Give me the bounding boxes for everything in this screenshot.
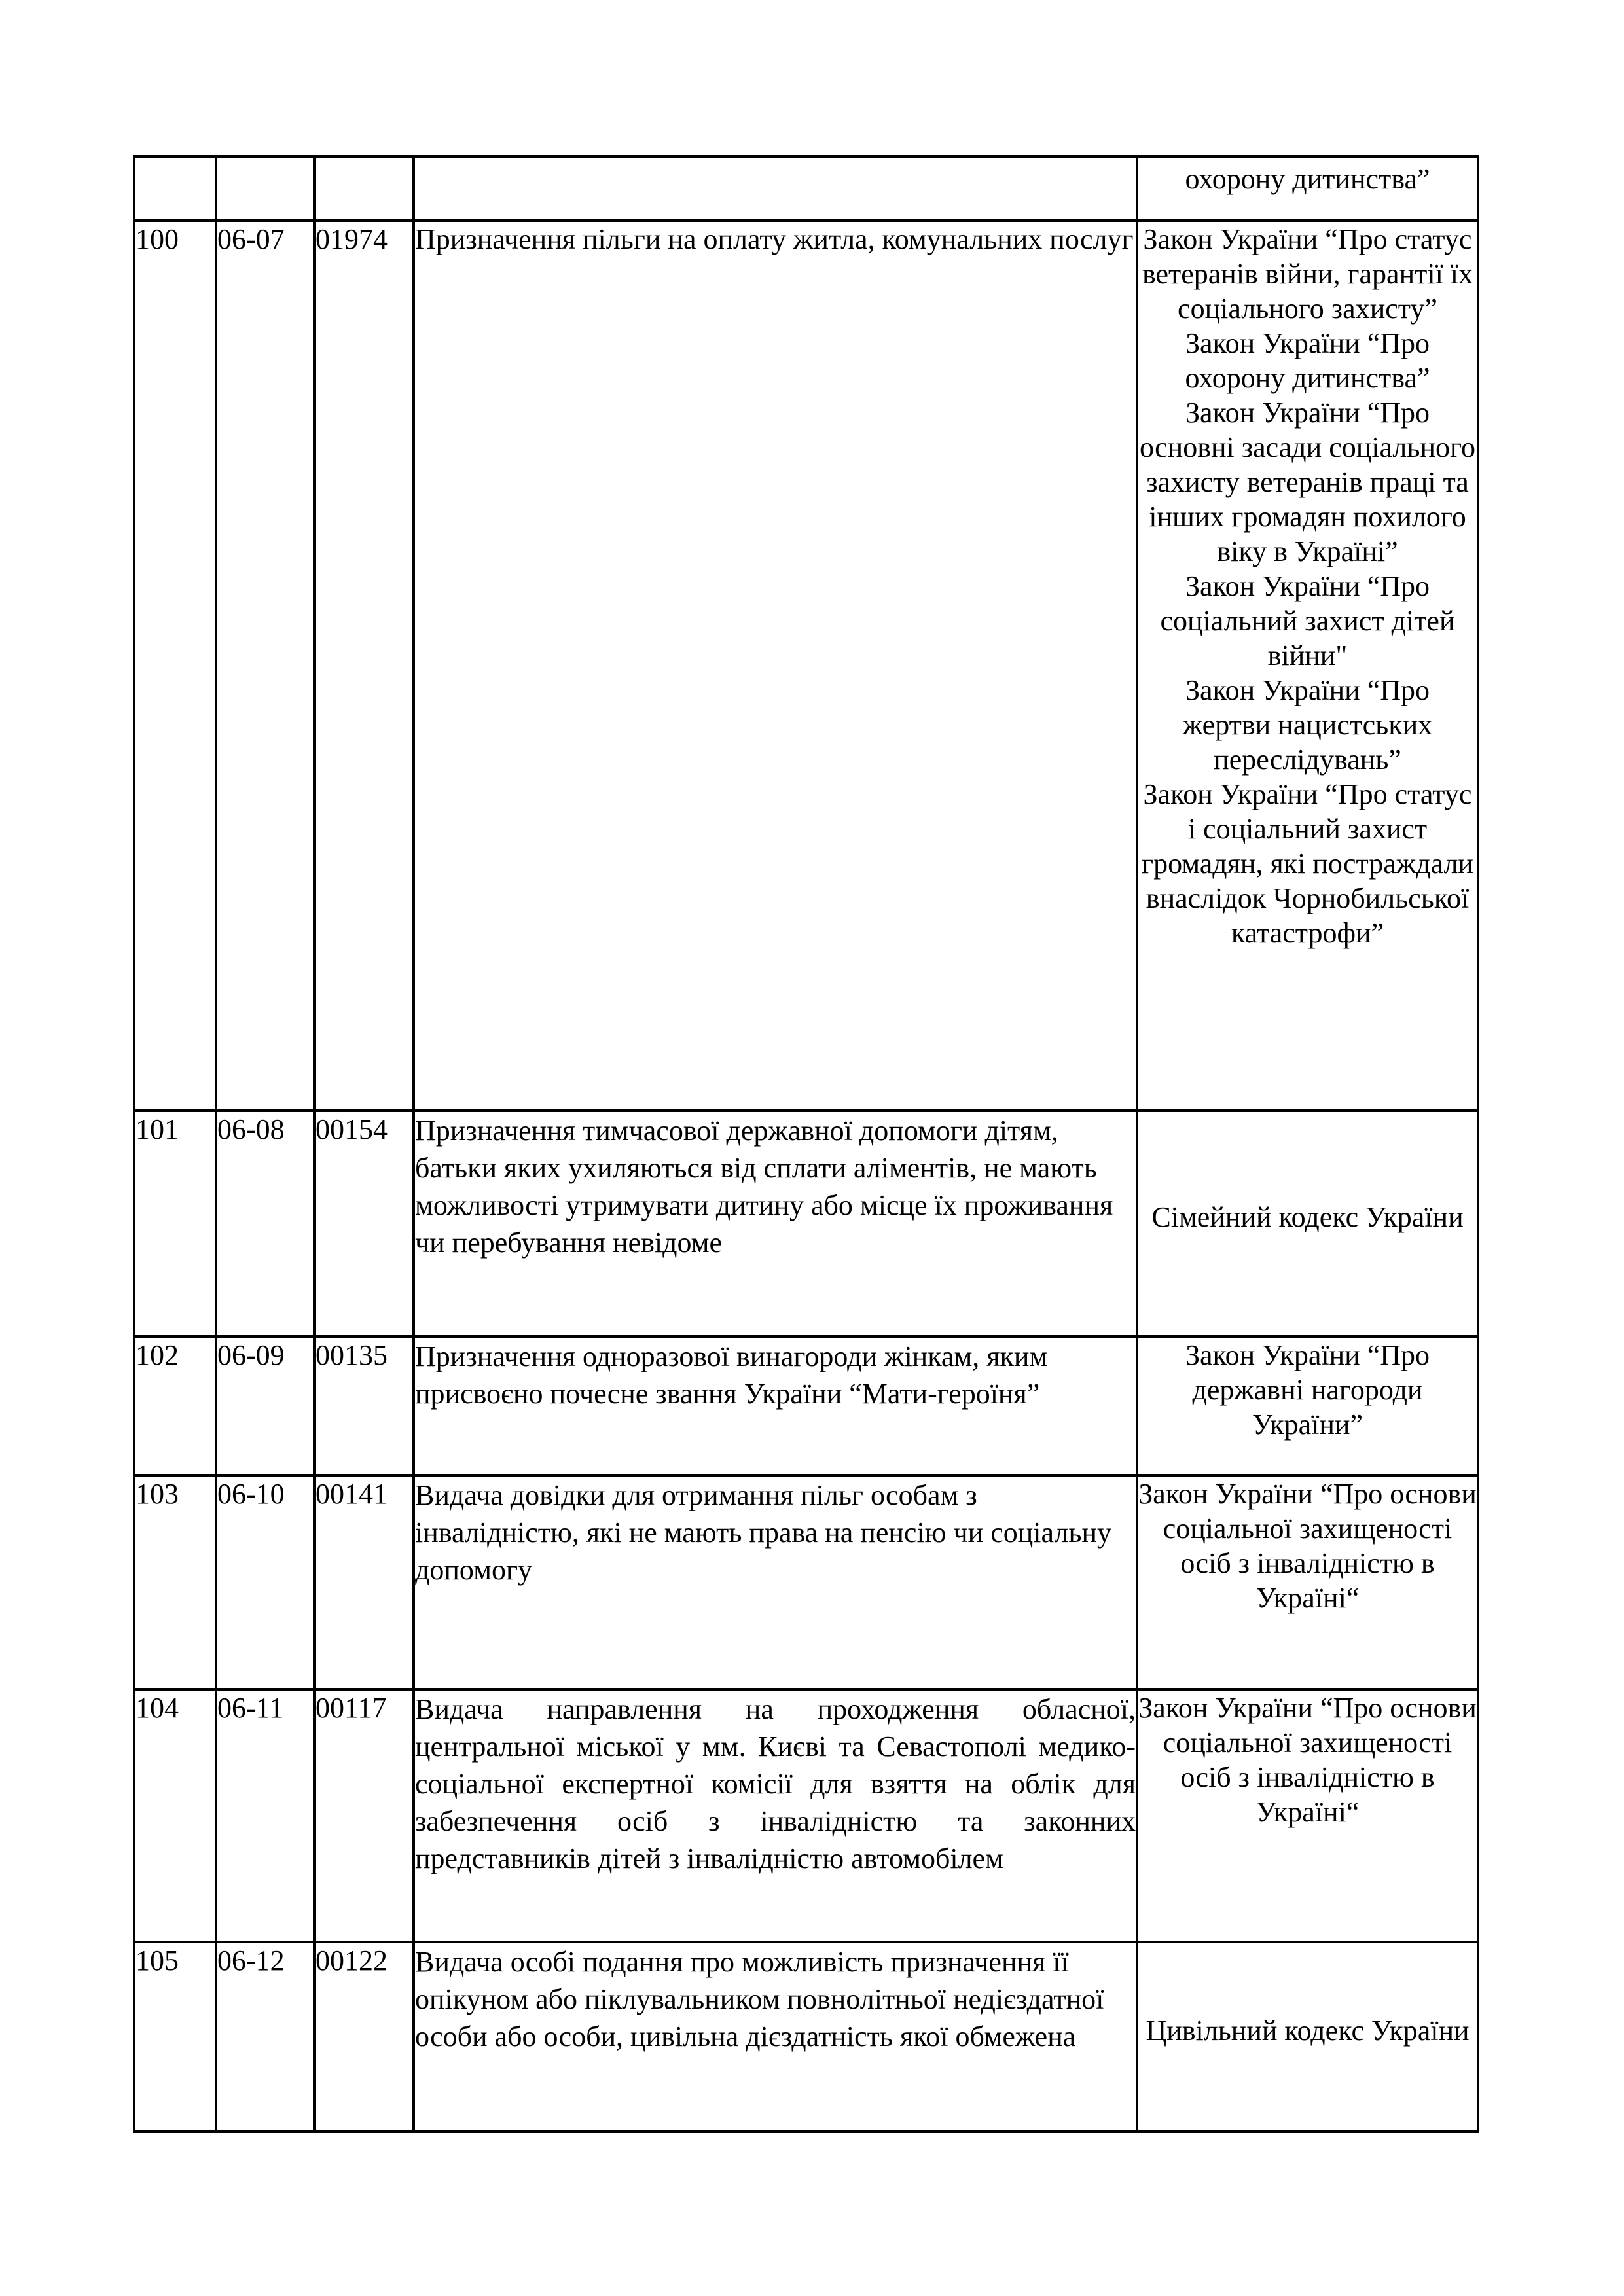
law-text: Закон України “Про основи соціальної захищеності осіб з інвалідністю в Україні“ (1138, 1478, 1477, 1614)
law-text: Закон України “Про статус і соціальний захист громадян, які постраждали внаслідок Чорнобильської катастрофи” (1142, 778, 1473, 949)
cell-law (1137, 1942, 1478, 2132)
cell-code: 06-11 (216, 1689, 314, 1942)
cell-description: Призначення пільги на оплату житла, комунальних послуг (414, 221, 1137, 1111)
cell-number: 102 (134, 1336, 216, 1475)
table-row (134, 1475, 1478, 1689)
cell-law (1137, 156, 1478, 221)
cell-law (1137, 1689, 1478, 1942)
table-row (134, 1336, 1478, 1475)
cell-description: Призначення тимчасової державної допомоги дітям, батьки яких ухиляються від сплати аліментів, не мають можливості утримувати дитину або місце їх проживання чи перебування невідоме (414, 1111, 1137, 1336)
table-row (134, 1942, 1478, 2132)
table-row (134, 221, 1478, 1111)
services-table (133, 155, 1479, 2133)
cell-code: 06-08 (216, 1111, 314, 1336)
law-text: Сімейний кодекс України (1151, 1201, 1464, 1233)
table-row (134, 1111, 1478, 1336)
law-text: Закон України “Про основні засади соціального захисту ветеранів праці та інших громадян похилого віку в Україні” (1140, 397, 1475, 567)
law-text: охорону дитинства” (1185, 163, 1430, 195)
cell-law (1137, 1475, 1478, 1689)
cell-number: 101 (134, 1111, 216, 1336)
cell-number (134, 156, 216, 221)
cell-code: 06-09 (216, 1336, 314, 1475)
law-text: Цивільний кодекс України (1146, 2014, 1470, 2047)
cell-number: 105 (134, 1942, 216, 2132)
law-text: Закон України “Про державні нагороди України” (1185, 1339, 1430, 1441)
cell-code: 06-10 (216, 1475, 314, 1689)
table-row-continuation (134, 156, 1478, 221)
cell-code: 06-07 (216, 221, 314, 1111)
cell-number: 104 (134, 1689, 216, 1942)
cell-law (1137, 1111, 1478, 1336)
cell-code (216, 156, 314, 221)
cell-id: 01974 (314, 221, 414, 1111)
law-text: Закон України “Про статус ветеранів війни, гарантії їх соціального захисту” (1142, 223, 1473, 325)
cell-description: Видача направлення на проходження обласної, центральної міської у мм. Києві та Севастополі медико-соціальної експертної комісії для взяття на облік для забезпечення осіб з інвалідністю та законних представників дітей з інвалідністю автомобілем (414, 1689, 1137, 1942)
cell-description: Призначення одноразової винагороди жінкам, яким присвоєно почесне звання України “Мати-героїня” (414, 1336, 1137, 1475)
law-text: Закон України “Про основи соціальної захищеності осіб з інвалідністю в Україні“ (1138, 1692, 1477, 1828)
cell-description: Видача особі подання про можливість призначення її опікуном або піклувальником повнолітньої недієздатної особи або особи, цивільна дієздатність якої обмежена (414, 1942, 1137, 2132)
cell-id: 00154 (314, 1111, 414, 1336)
cell-law (1137, 1336, 1478, 1475)
cell-id: 00117 (314, 1689, 414, 1942)
cell-code: 06-12 (216, 1942, 314, 2132)
law-text: Закон України “Про жертви нацистських переслідувань” (1182, 674, 1433, 776)
cell-law (1137, 221, 1478, 1111)
law-text: Закон України “Про охорону дитинства” (1185, 327, 1430, 394)
cell-id: 00122 (314, 1942, 414, 2132)
table-row (134, 1689, 1478, 1942)
cell-id: 00141 (314, 1475, 414, 1689)
cell-id: 00135 (314, 1336, 414, 1475)
cell-description: Видача довідки для отримання пільг особам з інвалідністю, які не мають права на пенсію чи соціальну допомогу (414, 1475, 1137, 1689)
cell-id (314, 156, 414, 221)
cell-description (414, 156, 1137, 221)
cell-number: 103 (134, 1475, 216, 1689)
cell-number: 100 (134, 221, 216, 1111)
law-text: Закон України “Про соціальний захист дітей війни" (1160, 570, 1455, 672)
